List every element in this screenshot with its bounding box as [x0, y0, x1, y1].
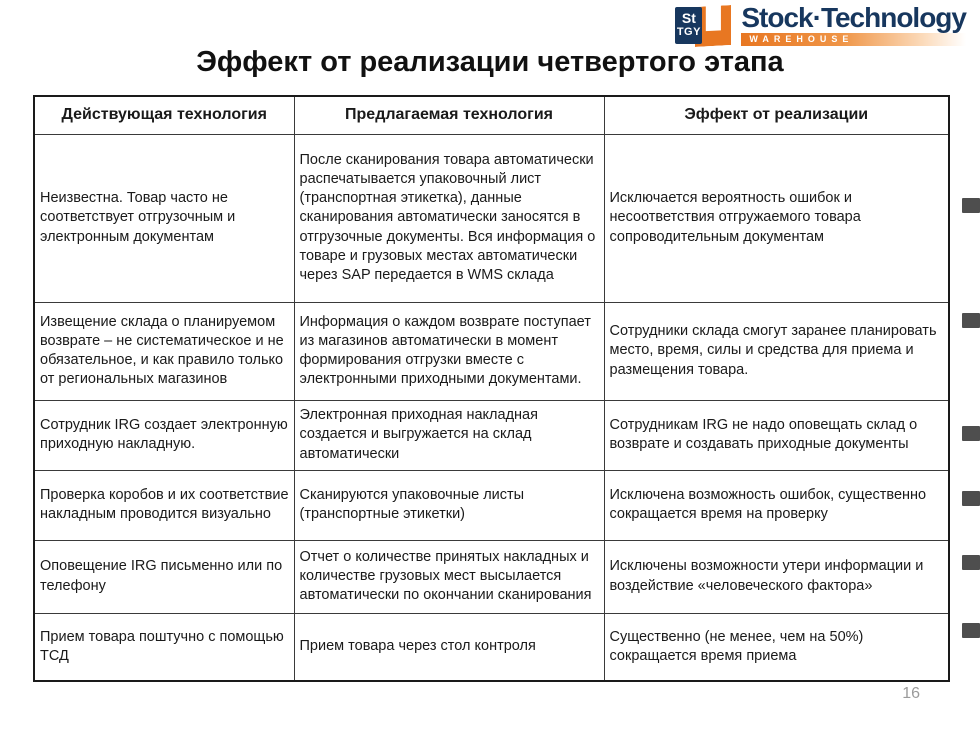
header-current-technology: Действующая технология [34, 96, 294, 134]
edge-artifact [962, 491, 980, 506]
table-row [34, 540, 949, 613]
table-cell: Существенно (не менее, чем на 50%) сокращается время приема [604, 613, 949, 681]
edge-artifact [962, 198, 980, 213]
table-cell: После сканирования товара автоматически распечатывается упаковочный лист (транспортная этикетка), данные сканирования автоматически заносятся в отгрузочные документы. Вся информация о товаре и грузовых местах автоматически через SAP передается в WMS склада [294, 134, 604, 302]
edge-artifact [962, 426, 980, 441]
slide-title: Эффект от реализации четвертого этапа [196, 46, 784, 78]
table-cell: Прием товара поштучно с помощью ТСД [34, 613, 294, 681]
table-row [34, 470, 949, 540]
table-cell: Неизвестна. Товар часто не соответствует отгрузочным и электронным документам [34, 134, 294, 302]
edge-artifact [962, 313, 980, 328]
table-cell: Сотрудники склада смогут заранее планировать место, время, силы и средства для приема и размещения товара. [604, 302, 949, 400]
table-cell: Сканируются упаковочные листы (транспортные этикетки) [294, 470, 604, 540]
logo-badge-bottom: TGY [676, 26, 701, 38]
header-implementation-effect: Эффект от реализации [604, 96, 949, 134]
table-cell: Исключены возможности утери информации и воздействие «человеческого фактора» [604, 540, 949, 613]
edge-artifact [962, 623, 980, 638]
table-cell: Прием товара через стол контроля [294, 613, 604, 681]
table-cell: Извещение склада о планируемом возврате – не систематическое и не обязательное, и как правило только от региональных магазинов [34, 302, 294, 400]
warehouse-box-icon [673, 3, 735, 47]
table-cell: Исключается вероятность ошибок и несоответствия отгружаемого товара сопроводительным документам [604, 134, 949, 302]
table-row [34, 400, 949, 470]
logo-brand-name: Stock·Technology [741, 2, 966, 33]
comparison-table [33, 95, 950, 682]
header-proposed-technology: Предлагаемая технология [294, 96, 604, 134]
table-cell: Отчет о количестве принятых накладных и количестве грузовых мест высылается автоматически по окончании сканирования [294, 540, 604, 613]
table-cell: Оповещение IRG письменно или по телефону [34, 540, 294, 613]
edge-artifact [962, 555, 980, 570]
table-cell: Сотрудник IRG создает электронную приходную накладную. [34, 400, 294, 470]
table-cell: Исключена возможность ошибок, существенно сокращается время на проверку [604, 470, 949, 540]
table-cell: Проверка коробов и их соответствие накладным проводится визуально [34, 470, 294, 540]
logo-badge-top: St [681, 10, 696, 26]
company-logo [673, 3, 966, 47]
table-row [34, 613, 949, 681]
table-body [34, 134, 949, 681]
table-row [34, 134, 949, 302]
page-number: 16 [902, 685, 920, 702]
table-cell: Электронная приходная накладная создается и выгружается на склад автоматически [294, 400, 604, 470]
table-cell: Сотрудникам IRG не надо оповещать склад о возврате и создавать приходные документы [604, 400, 949, 470]
table-cell: Информация о каждом возврате поступает из магазинов автоматически в момент формирования отгрузки вместе с электронными приходными документами. [294, 302, 604, 400]
table-header-row [34, 96, 949, 134]
logo-badge [675, 7, 702, 44]
logo-tagline: WAREHOUSE [741, 33, 966, 46]
table-row [34, 302, 949, 400]
logo-text [741, 3, 966, 46]
